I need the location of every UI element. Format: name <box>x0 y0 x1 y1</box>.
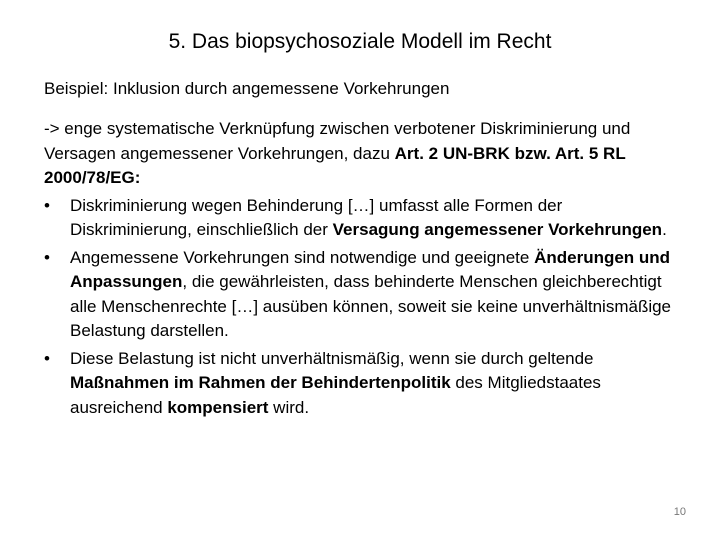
bullet-item-burden <box>44 347 684 421</box>
bullet-emphasis: Versagung angemessener Vorkehrungen <box>332 220 663 239</box>
bullet-text: Diskriminierung wegen Behinderung […] umfasst alle Formen der Diskriminierung, einschließlich der <box>70 195 563 239</box>
bullet-icon: • <box>44 195 50 215</box>
bullet-icon: • <box>44 247 50 267</box>
bullet-item-discrimination <box>44 194 684 243</box>
bullet-emphasis: kompensiert <box>167 397 269 417</box>
bullet-text: , die gewährleisten, dass behinderte Menschen gleichberechtigt alle Menschenrechte […] ausüben können, soweit sie keine unverhältnismäßige Belastung darstellen. <box>70 272 672 340</box>
bullet-icon: • <box>44 348 50 368</box>
page-number: 10 <box>673 506 686 518</box>
bullet-list <box>44 194 684 421</box>
bullet-item-reasonable-accommodation <box>44 246 684 344</box>
slide-body <box>44 117 684 423</box>
intro-text: -> enge systematische Verknüpfung zwischen verbotener Diskriminierung und Versagen angemessener Vorkehrungen, dazu <box>44 119 631 163</box>
bullet-text: wird. <box>268 397 310 417</box>
bullet-text: des Mitgliedstaates ausreichend <box>70 373 601 417</box>
intro-paragraph <box>44 117 684 191</box>
intro-legal-reference: Art. 2 UN-BRK bzw. Art. 5 RL 2000/78/EG: <box>44 143 626 187</box>
bullet-emphasis: Änderungen und Anpassungen <box>70 247 671 291</box>
bullet-text: Diese Belastung ist nicht unverhältnismäßig, wenn sie durch geltende <box>70 348 594 368</box>
slide-subtitle: Beispiel: Inklusion durch angemessene Vorkehrungen <box>44 79 450 98</box>
bullet-emphasis: Maßnahmen im Rahmen der Behindertenpolitik <box>70 373 451 392</box>
bullet-text: Angemessene Vorkehrungen sind notwendige und geeignete <box>70 247 535 267</box>
bullet-text: . <box>662 220 667 239</box>
slide-title: 5. Das biopsychosoziale Modell im Recht <box>168 30 552 53</box>
